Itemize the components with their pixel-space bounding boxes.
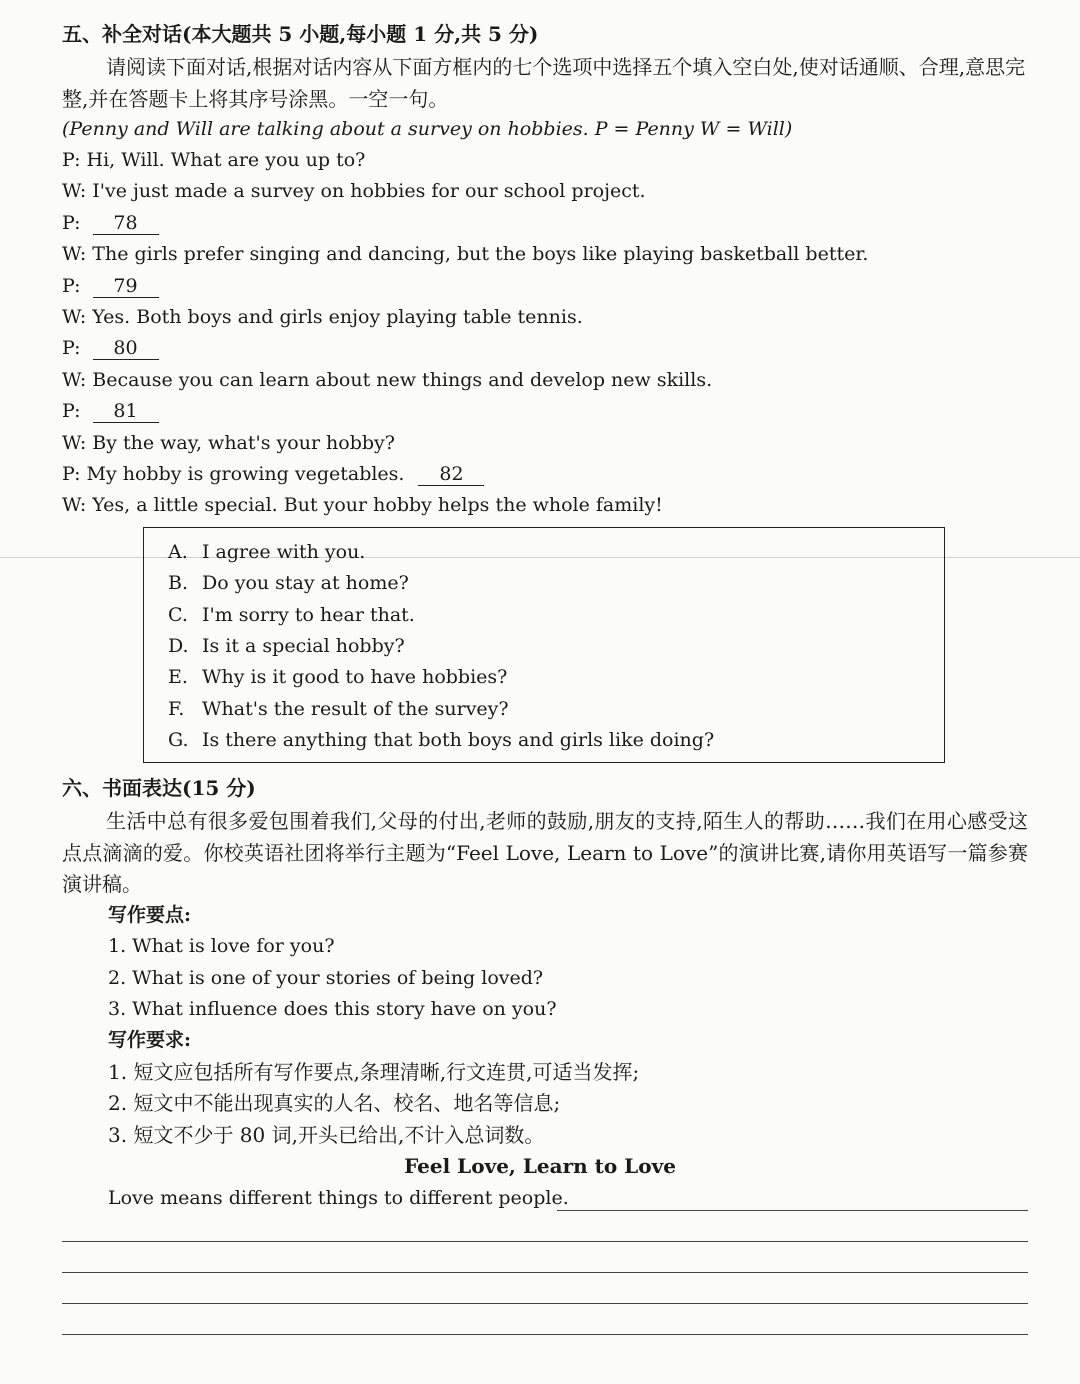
dialogue-line (62, 493, 663, 517)
speaker-label: W: (62, 494, 87, 517)
dialogue-line (62, 242, 868, 266)
essay-opening: Love means different things to different people. (108, 1187, 569, 1209)
dialogue-line (62, 179, 646, 203)
speaker-label: P: (62, 149, 81, 171)
option-text: What's the result of the survey? (202, 697, 509, 720)
answer-blank[interactable]: 82 (418, 463, 484, 486)
dialogue-line (62, 211, 159, 235)
dialogue-line (62, 368, 712, 392)
dialogue-line (62, 305, 583, 329)
option-item (168, 728, 714, 752)
option-text: Is there anything that both boys and girls like doing? (202, 728, 715, 751)
dialogue-line (62, 336, 159, 360)
section5-instruction: 请阅读下面对话,根据对话内容从下面方框内的七个选项中选择五个填入空白处,使对话通顺、合理,意思完整,并在答题卡上将其序号涂黑。一空一句。 (62, 55, 1026, 111)
writing-point: 2. What is one of your stories of being loved? (108, 967, 544, 989)
answer-blank[interactable]: 80 (93, 337, 159, 360)
option-letter: G. (168, 728, 189, 751)
option-item (168, 571, 409, 595)
requirements-heading: 写作要求: (108, 1029, 192, 1051)
option-letter: D. (168, 634, 189, 657)
dialogue-line (62, 462, 484, 486)
speaker-label: P: (62, 274, 81, 297)
writing-requirement: 1. 短文应包括所有写作要点,条理清晰,行文连贯,可适当发挥; (108, 1060, 640, 1084)
option-item (168, 540, 365, 564)
writing-line[interactable] (557, 1210, 1028, 1211)
writing-requirement: 3. 短文不少于 80 词,开头已给出,不计入总词数。 (108, 1123, 545, 1147)
dialogue-text: My hobby is growing vegetables. (86, 463, 405, 485)
option-item (168, 603, 415, 627)
writing-line[interactable] (62, 1272, 1028, 1273)
dialogue-text: Yes. Both boys and girls enjoy playing table tennis. (92, 306, 583, 328)
option-text: I'm sorry to hear that. (202, 603, 415, 626)
speaker-label: W: (62, 431, 87, 454)
section5-heading: 五、补全对话(本大题共 5 小题,每小题 1 分,共 5 分) (62, 22, 539, 46)
dialogue-text: Because you can learn about new things and develop new skills. (92, 368, 713, 391)
dialogue-text: By the way, what's your hobby? (92, 431, 395, 454)
speaker-label: P: (62, 337, 81, 360)
option-item (168, 697, 509, 721)
option-letter: C. (168, 603, 188, 626)
option-text: Is it a special hobby? (202, 634, 405, 657)
speaker-label: P: (62, 400, 81, 423)
option-letter: A. (168, 541, 188, 563)
writing-point: 3. What influence does this story have on you? (108, 998, 557, 1020)
speaker-label: W: (62, 368, 87, 391)
options-box (143, 527, 945, 763)
dialogue-text: Yes, a little special. But your hobby helps the whole family! (92, 494, 663, 517)
speaker-label: P: (62, 211, 81, 234)
speaker-label: W: (62, 180, 87, 203)
writing-requirement: 2. 短文中不能出现真实的人名、校名、地名等信息; (108, 1091, 561, 1115)
dialogue-text: The girls prefer singing and dancing, but the boys like playing basketball better. (92, 243, 869, 266)
option-letter: F. (168, 697, 185, 720)
dialogue-line (62, 148, 365, 172)
writing-line[interactable] (62, 1303, 1028, 1304)
writing-line[interactable] (62, 1241, 1028, 1242)
speaker-label: P: (62, 463, 81, 485)
dialogue-line (62, 431, 395, 455)
speaker-label: W: (62, 243, 87, 266)
answer-blank[interactable]: 81 (93, 400, 159, 423)
essay-title: Feel Love, Learn to Love (404, 1154, 676, 1178)
answer-blank[interactable]: 78 (93, 212, 159, 235)
option-item (168, 665, 507, 689)
points-heading: 写作要点: (108, 904, 192, 926)
option-text: Do you stay at home? (202, 572, 409, 595)
dialogue-line (62, 274, 159, 298)
option-text: Why is it good to have hobbies? (202, 666, 508, 689)
dialogue-note: (Penny and Will are talking about a survey on hobbies. P = Penny W = Will) (62, 118, 793, 140)
option-letter: E. (168, 666, 188, 689)
option-item (168, 634, 405, 658)
section6-heading: 六、书面表达(15 分) (62, 776, 256, 800)
dialogue-text: I've just made a survey on hobbies for our school project. (92, 180, 646, 203)
dialogue-text: Hi, Will. What are you up to? (86, 149, 366, 171)
dialogue-line (62, 399, 159, 423)
speaker-label: W: (62, 306, 87, 328)
option-letter: B. (168, 572, 189, 595)
option-text: I agree with you. (202, 541, 366, 563)
writing-point: 1. What is love for you? (108, 935, 335, 957)
writing-line[interactable] (62, 1334, 1028, 1335)
answer-blank[interactable]: 79 (93, 275, 159, 298)
section6-instruction: 生活中总有很多爱包围着我们,父母的付出,老师的鼓励,朋友的支持,陌生人的帮助……我们在用心感受这点点滴滴的爱。你校英语社团将举行主题为“Feel Love, Learn to Love”的演讲比赛,请你用英语写一篇参赛演讲稿。 (62, 809, 1028, 896)
